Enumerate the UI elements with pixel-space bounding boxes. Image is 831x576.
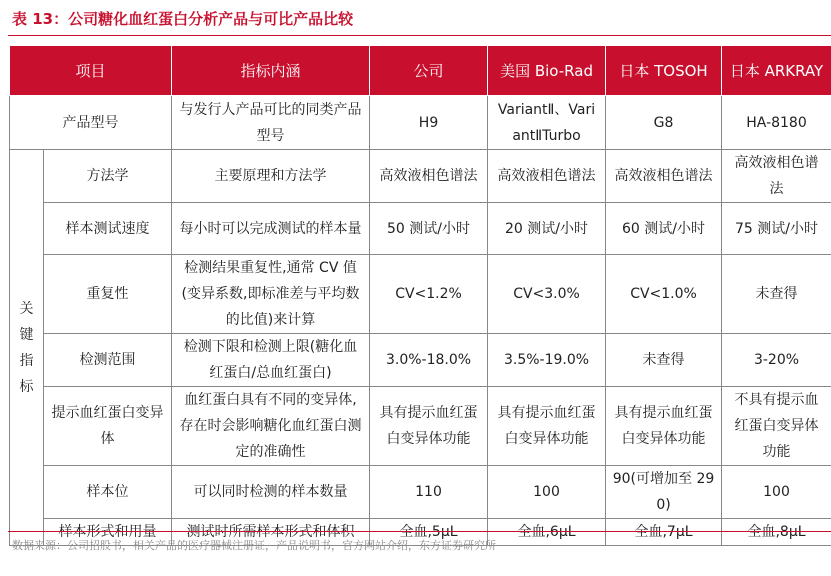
header-biorad: 美国 Bio-Rad (488, 46, 606, 96)
row-item: 样本形式和用量 (44, 519, 172, 546)
cell-value: 高效液相色谱法 (606, 150, 722, 203)
row-desc: 每小时可以完成测试的样本量 (172, 203, 370, 255)
cell-value: 高效液相色谱法 (722, 150, 831, 203)
table-row (10, 150, 831, 203)
title-divider (8, 35, 831, 36)
row-item: 产品型号 (10, 96, 172, 150)
cell-value: VariantⅡ、VariantⅡTurbo (488, 96, 606, 150)
group-label (10, 150, 44, 546)
row-desc: 血红蛋白具有不同的变异体,存在时会影响糖化血红蛋白测定的准确性 (172, 387, 370, 466)
cell-value: 具有提示血红蛋白变异体功能 (370, 387, 488, 466)
table-row (10, 203, 831, 255)
table-row (10, 255, 831, 334)
cell-value: 3-20% (722, 334, 831, 387)
row-desc: 检测结果重复性,通常 CV 值(变异系数,即标准差与平均数的比值)来计算 (172, 255, 370, 334)
cell-value: 全血,6μL (488, 519, 606, 546)
row-item: 重复性 (44, 255, 172, 334)
source-note: 数据来源：公司招股书，相关产品的医疗器械注册证，产品说明书，官方网站介绍，东方证券研究所 (12, 539, 496, 552)
row-desc: 可以同时检测的样本数量 (172, 466, 370, 519)
cell-value: 具有提示血红蛋白变异体功能 (488, 387, 606, 466)
cell-value: CV<1.0% (606, 255, 722, 334)
cell-value: 全血,7μL (606, 519, 722, 546)
cell-value: 100 (488, 466, 606, 519)
row-item: 方法学 (44, 150, 172, 203)
row-desc: 测试时所需样本形式和体积 (172, 519, 370, 546)
cell-value: 75 测试/小时 (722, 203, 831, 255)
cell-value: 50 测试/小时 (370, 203, 488, 255)
table-row (10, 96, 831, 150)
cell-value: 未查得 (606, 334, 722, 387)
cell-value: HA-8180 (722, 96, 831, 150)
cell-value: 未查得 (722, 255, 831, 334)
comparison-table (9, 45, 831, 546)
header-arkray: 日本 ARKRAY (722, 46, 831, 96)
row-desc: 检测下限和检测上限(糖化血红蛋白/总血红蛋白) (172, 334, 370, 387)
cell-value: 100 (722, 466, 831, 519)
header-row (10, 46, 831, 96)
row-item: 检测范围 (44, 334, 172, 387)
cell-value: 60 测试/小时 (606, 203, 722, 255)
row-item: 样本位 (44, 466, 172, 519)
row-item: 提示血红蛋白变异体 (44, 387, 172, 466)
cell-value: 3.5%-19.0% (488, 334, 606, 387)
cell-value: G8 (606, 96, 722, 150)
cell-value: CV<1.2% (370, 255, 488, 334)
table-row (10, 334, 831, 387)
cell-value: 110 (370, 466, 488, 519)
cell-value: CV<3.0% (488, 255, 606, 334)
header-company: 公司 (370, 46, 488, 96)
cell-value: 高效液相色谱法 (370, 150, 488, 203)
cell-value: 不具有提示血红蛋白变异体功能 (722, 387, 831, 466)
header-desc: 指标内涵 (172, 46, 370, 96)
header-item: 项目 (10, 46, 172, 96)
bottom-divider (8, 531, 831, 532)
row-desc: 与发行人产品可比的同类产品型号 (172, 96, 370, 150)
table-title: 表 13：公司糖化血红蛋白分析产品与可比产品比较 (12, 10, 354, 28)
row-item: 样本测试速度 (44, 203, 172, 255)
cell-value: 90(可增加至 290) (606, 466, 722, 519)
group-label-text: 关键指标 (19, 300, 34, 395)
header-tosoh: 日本 TOSOH (606, 46, 722, 96)
cell-value: 高效液相色谱法 (488, 150, 606, 203)
cell-value: 3.0%-18.0% (370, 334, 488, 387)
row-desc: 主要原理和方法学 (172, 150, 370, 203)
cell-value: 20 测试/小时 (488, 203, 606, 255)
cell-value: 全血,5μL (370, 519, 488, 546)
cell-value: H9 (370, 96, 488, 150)
table-row (10, 466, 831, 519)
table-row (10, 387, 831, 466)
cell-value: 全血,8μL (722, 519, 831, 546)
cell-value: 具有提示血红蛋白变异体功能 (606, 387, 722, 466)
